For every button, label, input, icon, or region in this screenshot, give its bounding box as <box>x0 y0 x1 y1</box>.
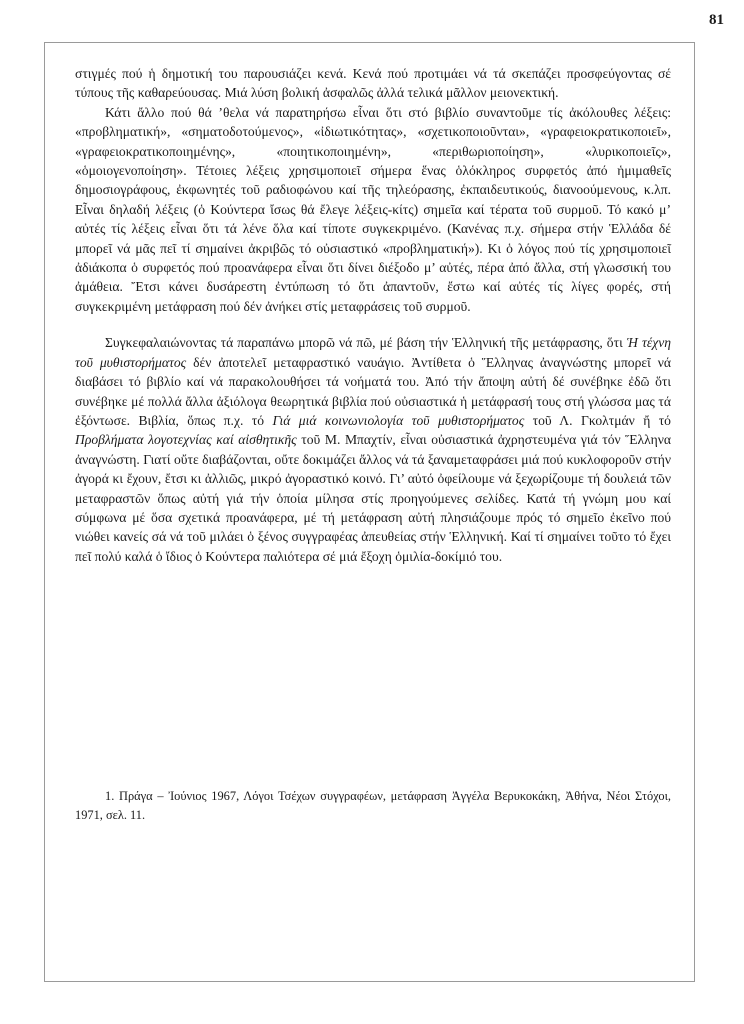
paragraph-2-text: Κάτι ἄλλο πού θά ’θελα νά παρατηρήσω εἶναι ὅτι στό βιβλίο συναντοῦμε τίς ἀκόλουθες λέξεις: «προβληματική», «σηματοδοτούμενος», «ἰδιωτικότητας», «σχετικοποιοῦνται», «γραφειοκρατικοποιεῖ», «γραφειοκρατικοποιημένης», «ποιητικοποιημένη», «περιθωριοποίηση», «λυρικοποιεῖς», «ὁμοιογενοποίηση». Τέτοιες λέξεις χρησιμοποιεῖ σήμερα ἕνας ὁλόκληρος συρφετός ἀπό ἡμιμαθεῖς δημοσιογράφους, ἐκφωνητές τοῦ ραδιοφώνου καί τῆς τηλεόρασης, ἐκπαιδευτικούς, διανοούμενους, κ.λπ. Εἶναι δηλαδή λέξεις (ὁ Κούντερα ἴσως θά ἔλεγε λέξεις-κίτς) σημεῖα καί τέρατα τοῦ συρμοῦ. Τό κακό μ’ αὐτές τίς λέξεις εἶναι ὅτι τά λένε ὅλα καί τίποτε συγκεκριμένο. (Κανένας π.χ. σήμερα στήν Ἑλλάδα δέ μπορεῖ νά μᾶς πεῖ τί σημαίνει ἀκριβῶς τό οὐσιαστικό «προβληματική»). Κι ὁ λόγος πού τίς χρησιμοποιεῖ ἀδιάκοπα ὁ συρφετός πού προανάφερα εἶναι ὅτι δίνει διέξοδο μ’ αὐτές, πέρα ἀπό ἄλλα, στή γλωσσική του ἀμάθεια. Ἔτσι κάνει δυσάρεστη ἐντύπωση τό ὅτι ἀπαντοῦν, ἔστω καί αὐτές τίς λίγες φορές, στή συγκεκριμένη μετάφραση πού δέν ἀνήκει στίς μεταφράσεις τοῦ συρμοῦ. <box>75 104 671 314</box>
paragraph-3-text-c: τοῦ Λ. Γκολτμάν ἤ τό <box>524 412 671 428</box>
footnote: 1. Πράγα – Ἰούνιος 1967, Λόγοι Τσέχων συγγραφέων, μετάφραση Ἀγγέλα Βερυκοκάκη, Ἀθήνα, Νέοι Στόχοι, 1971, σελ. 11. <box>75 789 671 822</box>
paragraph-3 <box>75 333 671 566</box>
paragraph-1-text: στιγμές πού ἡ δημοτική του παρουσιάζει κενά. Κενά πού προτιμάει νά τά σκεπάζει προσφεύγοντας σέ τύπους τῆς καθαρεύουσας. Μιά λύση βολική ἀσφαλῶς ἀλλά τελικά μᾶλλον μειονεκτική. <box>75 66 671 101</box>
paragraph-2 <box>75 103 671 316</box>
book-title-goldmann: Γιά μιά κοινωνιολογία τοῦ μυθιστορήματος <box>272 412 525 428</box>
page-number: 81 <box>709 12 724 28</box>
paragraph-3-text-d: τοῦ Μ. Μπαχτίν, εἶναι οὐσιαστικά ἀχρηστευμένα γιά τόν Ἕλληνα ἀναγνώστη. Γιατί οὔτε διαβάζονται, οὔτε δοκιμάζει ἄλλος νά τά ξαναμεταφράσει μιά πού κυκλοφοροῦν στήν ἀγορά κι ἔχουν, ἔτσι κι ἀλλιῶς, μικρό ἀγοραστικό κοινό. Γι’ αὐτό ὀφείλουμε νά ξεχωρίζουμε τή δουλειά τῶν μεταφραστῶν ὅπως αὐτή γιά τήν ὁποία μίλησα στίς προηγούμενες σελίδες. Κατά τή γνώμη μου καί σύμφωνα μέ ὅσα σχετικά προανάφερα, μέ τή μετάφραση αὐτή πλησιάζουμε πρός τό σημεῖο ἐκεῖνο πού νιώθει κανείς σά νά τοῦ μιλάει ὁ ξένος συγγραφέας ἀπευθείας στήν Ἑλληνική. Καί τί σημαίνει τοῦτο τό ἔχει πεῖ πολύ καλά ὁ ἴδιος ὁ Κούντερα παλιότερα σέ μιά ἔξοχη ὁμιλία-δοκίμιό του. <box>75 432 671 564</box>
paragraph-1 <box>75 64 671 103</box>
book-title-art-of-novel: Ἡ τέχνη τοῦ μυθιστορήματος <box>75 335 671 370</box>
book-title-bakhtin: Προβλήματα λογοτεχνίας καί αἰσθητικῆς <box>75 432 297 448</box>
frame-top-rule <box>45 42 694 43</box>
body-text <box>75 64 671 566</box>
paragraph-3-text-b: δέν ἀποτελεῖ μεταφραστικό ναυάγιο. Ἀντίθετα ὁ Ἕλληνας ἀναγνώστης μπορεῖ νά διαβάσει τό βιβλίο καί νά παρακολουθήσει τά νοήματά του. Ἀπό τήν ἄποψη αὐτή δέ συνέβηκε ἐδῶ ὅτι συνέβηκε μέ πολλά ἄλλα ἀξιόλογα θεωρητικά βιβλία πού οὐσιαστικά ἡ μετάφρασή τους στή γλώσσα μας τά ἐξόντωσε. Βιβλία, ὅπως π.χ. τό <box>75 354 671 428</box>
paragraph-3-text-a: Συγκεφαλαιώνοντας τά παραπάνω μπορῶ νά πῶ, μέ βάση τήν Ἑλληνική τῆς μετάφρασης, ὅτι <box>105 335 627 351</box>
page-frame <box>44 42 695 982</box>
paragraph-gap <box>75 316 671 333</box>
